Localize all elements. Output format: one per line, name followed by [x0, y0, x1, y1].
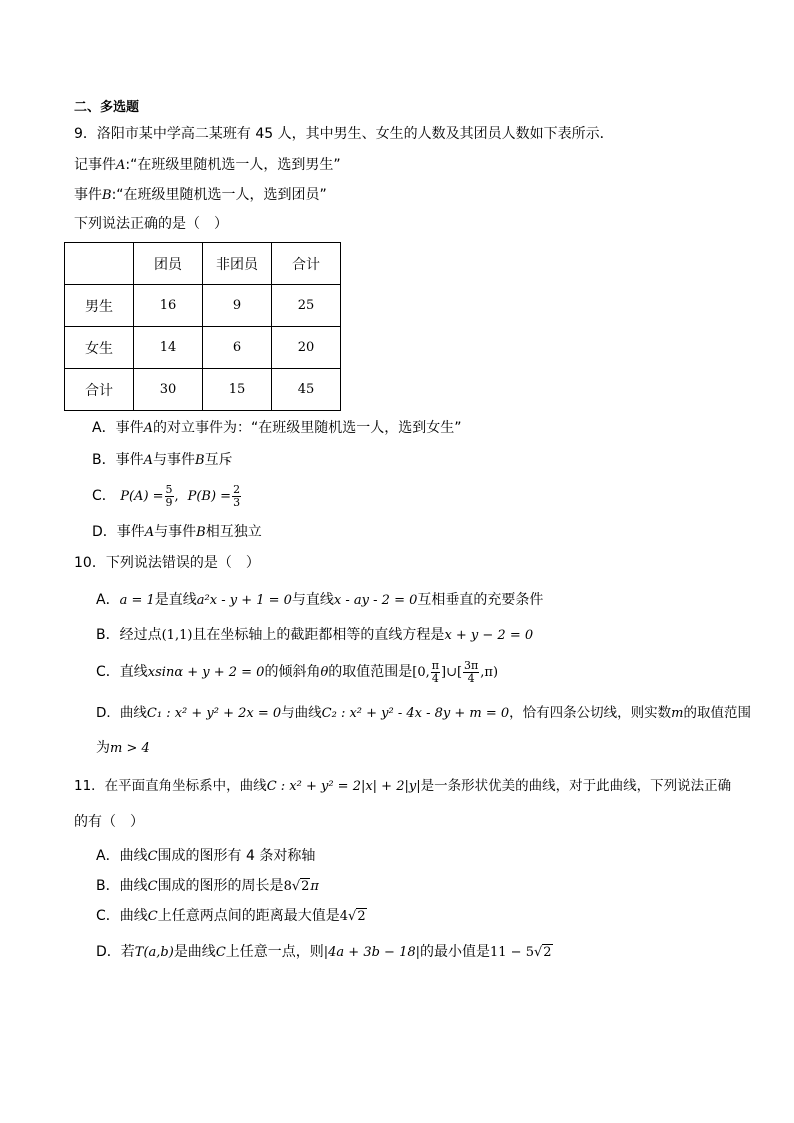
option-text: 相互独立	[205, 524, 262, 540]
math-var: θ	[320, 665, 329, 680]
math-expr: a²x - y + 1 = 0	[196, 593, 292, 608]
option-label: D．事件	[92, 524, 145, 540]
q9-event-a-text: :“在班级里随机选一人，选到男生”	[125, 157, 341, 173]
option-text: 与事件	[153, 452, 195, 468]
math-expr: |4a + 3b − 18|	[323, 945, 420, 960]
q10-option-b	[96, 625, 533, 646]
option-label: B．事件	[92, 452, 144, 468]
q9-stem: 9．洛阳市某中学高二某班有 45 人，其中男生、女生的人数及其团员人数如下表所示．	[74, 126, 614, 142]
table-cell: 男生	[65, 285, 134, 327]
q9-option-c	[92, 482, 242, 511]
math-expr: 11 − 5	[490, 945, 534, 960]
table-row	[65, 369, 341, 411]
option-label: D．曲线	[96, 705, 147, 721]
fraction-denominator: 4	[467, 671, 475, 685]
q9-event-a-prefix: 记事件	[74, 157, 116, 173]
table-cell: 合计	[65, 369, 134, 411]
math-expr: x + y − 2 = 0	[444, 628, 534, 643]
option-text: 上任意一点，则	[225, 944, 324, 960]
table-row	[65, 327, 341, 369]
stem-text: 11．在平面直角坐标系中，曲线	[74, 778, 267, 794]
stem-text: 是一条形状优美的曲线，对于此曲线，下列说法正确	[420, 778, 732, 794]
math-var: C	[147, 849, 158, 864]
table-cell: 14	[134, 327, 203, 369]
table-cell: 25	[272, 285, 341, 327]
q10-option-c	[96, 658, 498, 687]
math-expr: [0,	[412, 665, 430, 680]
radicand: 2	[357, 909, 366, 924]
separator: ,	[174, 489, 179, 504]
option-label: C．曲线	[96, 908, 148, 924]
table-cell: 20	[272, 327, 341, 369]
q11-stem	[74, 776, 731, 797]
math-var: A	[143, 453, 153, 468]
option-label: A．曲线	[96, 848, 148, 864]
option-label: C．直线	[96, 664, 148, 680]
fraction-denominator: 9	[165, 495, 173, 509]
radicand: 2	[301, 879, 310, 894]
table-cell: 16	[134, 285, 203, 327]
table-cell: 45	[272, 369, 341, 411]
math-expr: (1,1)	[161, 628, 193, 643]
q9-event-a	[74, 155, 341, 176]
option-text: 的取值范围	[683, 705, 751, 721]
table-cell: 15	[203, 369, 272, 411]
q10-option-a	[96, 590, 543, 611]
q11-option-b	[96, 876, 319, 897]
table-cell: 6	[203, 327, 272, 369]
q9-event-b-var: B	[102, 188, 112, 203]
table-header-cell: 非团员	[203, 243, 272, 285]
q10-option-d	[96, 703, 751, 724]
table-header-cell: 合计	[272, 243, 341, 285]
math-expr: T(a,b)	[134, 945, 174, 960]
math-expr: P(B) =	[187, 489, 232, 504]
table-cell: 女生	[65, 327, 134, 369]
option-text: 的对立事件为：“在班级里随机选一人，选到女生”	[152, 420, 462, 436]
option-text: 互斥	[204, 452, 233, 468]
math-var: C	[147, 879, 158, 894]
coefficient: 4	[339, 909, 349, 924]
fraction-denominator: 4	[431, 671, 439, 685]
fraction-numerator: 5	[165, 482, 173, 496]
math-var: C	[147, 909, 158, 924]
option-label: B．曲线	[96, 878, 148, 894]
fraction	[463, 660, 479, 685]
option-text: 与直线	[291, 592, 334, 608]
fraction	[232, 484, 241, 509]
radical-expr: 11 − 5√2	[490, 945, 552, 960]
math-expr: ]∪[	[441, 665, 463, 680]
math-var: B	[196, 525, 206, 540]
math-expr: C₁ : x² + y² + 2x = 0	[146, 706, 282, 721]
option-text: 是曲线	[173, 944, 216, 960]
q9-event-b-text: :“在班级里随机选一人，选到团员”	[111, 187, 327, 203]
q11-option-a	[96, 846, 315, 867]
math-var: π	[310, 879, 319, 894]
option-text: 是直线	[154, 592, 197, 608]
q9-option-a	[92, 418, 461, 439]
math-expr: P(A) =	[120, 489, 164, 504]
option-text: 且在坐标轴上的截距都相等的直线方程是	[192, 627, 445, 643]
option-text: ，恰有四条公切线，则实数	[509, 705, 672, 721]
option-label: A．事件	[92, 420, 144, 436]
math-var: A	[144, 525, 155, 540]
q9-option-b	[92, 450, 233, 471]
math-var: B	[195, 453, 205, 468]
math-var: m	[671, 706, 684, 721]
section-title: 二、多选题	[74, 100, 140, 115]
option-text: 互相垂直的充要条件	[417, 592, 544, 608]
option-text: 的最小值是	[420, 944, 490, 960]
option-text: 与事件	[154, 524, 197, 540]
option-label: D．若	[96, 944, 135, 960]
option-label: A．	[96, 592, 120, 608]
math-expr: a = 1	[119, 593, 155, 608]
math-expr: C : x² + y² = 2|x| + 2|y|	[266, 779, 421, 794]
math-expr: xsinα + y + 2 = 0	[147, 665, 265, 680]
option-label: C．	[92, 488, 116, 504]
q9-event-b	[74, 185, 327, 206]
table-header-cell: 团员	[134, 243, 203, 285]
q9-event-a-var: A	[116, 158, 126, 173]
fraction	[431, 660, 440, 685]
radical-expr: 4√2	[339, 909, 366, 924]
q10-option-d-cont	[96, 738, 150, 759]
q11-option-c	[96, 906, 367, 927]
q11-option-d	[96, 942, 553, 963]
math-var: C	[215, 945, 226, 960]
table-header-row	[65, 243, 341, 285]
math-var: A	[143, 421, 153, 436]
radical-expr: 8√2π	[283, 879, 319, 894]
math-expr: x - ay - 2 = 0	[333, 593, 418, 608]
fraction-denominator: 3	[233, 495, 241, 509]
math-expr: C₂ : x² + y² - 4x - 8y + m = 0	[321, 706, 510, 721]
q9-event-b-prefix: 事件	[74, 187, 102, 203]
fraction-numerator: 3π	[464, 658, 479, 672]
option-label: B．经过点	[96, 627, 162, 643]
q9-question: 下列说法正确的是（ ）	[74, 216, 228, 232]
option-text: 的倾斜角	[264, 664, 321, 680]
math-expr: m > 4	[110, 741, 150, 756]
table-cell: 30	[134, 369, 203, 411]
table-row	[65, 285, 341, 327]
math-expr: ,π)	[480, 665, 499, 680]
option-text: 与曲线	[281, 705, 322, 721]
option-text: 的取值范围是	[328, 664, 413, 680]
q9-table	[64, 242, 341, 411]
table-cell: 9	[203, 285, 272, 327]
q10-stem: 10．下列说法错误的是（ ）	[74, 555, 260, 571]
fraction	[165, 484, 174, 509]
q11-stem-cont: 的有（ ）	[74, 814, 144, 830]
coefficient: 8	[283, 879, 292, 894]
fraction-numerator: 2	[233, 482, 241, 496]
option-text: 围成的图形有 4 条对称轴	[157, 848, 316, 864]
option-text: 为	[96, 740, 110, 756]
option-text: 上任意两点间的距离最大值是	[157, 908, 340, 924]
option-text: 围成的图形的周长是	[157, 878, 284, 894]
q9-option-d	[92, 522, 262, 543]
table-header-cell	[65, 243, 134, 285]
radicand: 2	[543, 945, 552, 960]
fraction-numerator: π	[431, 658, 439, 672]
